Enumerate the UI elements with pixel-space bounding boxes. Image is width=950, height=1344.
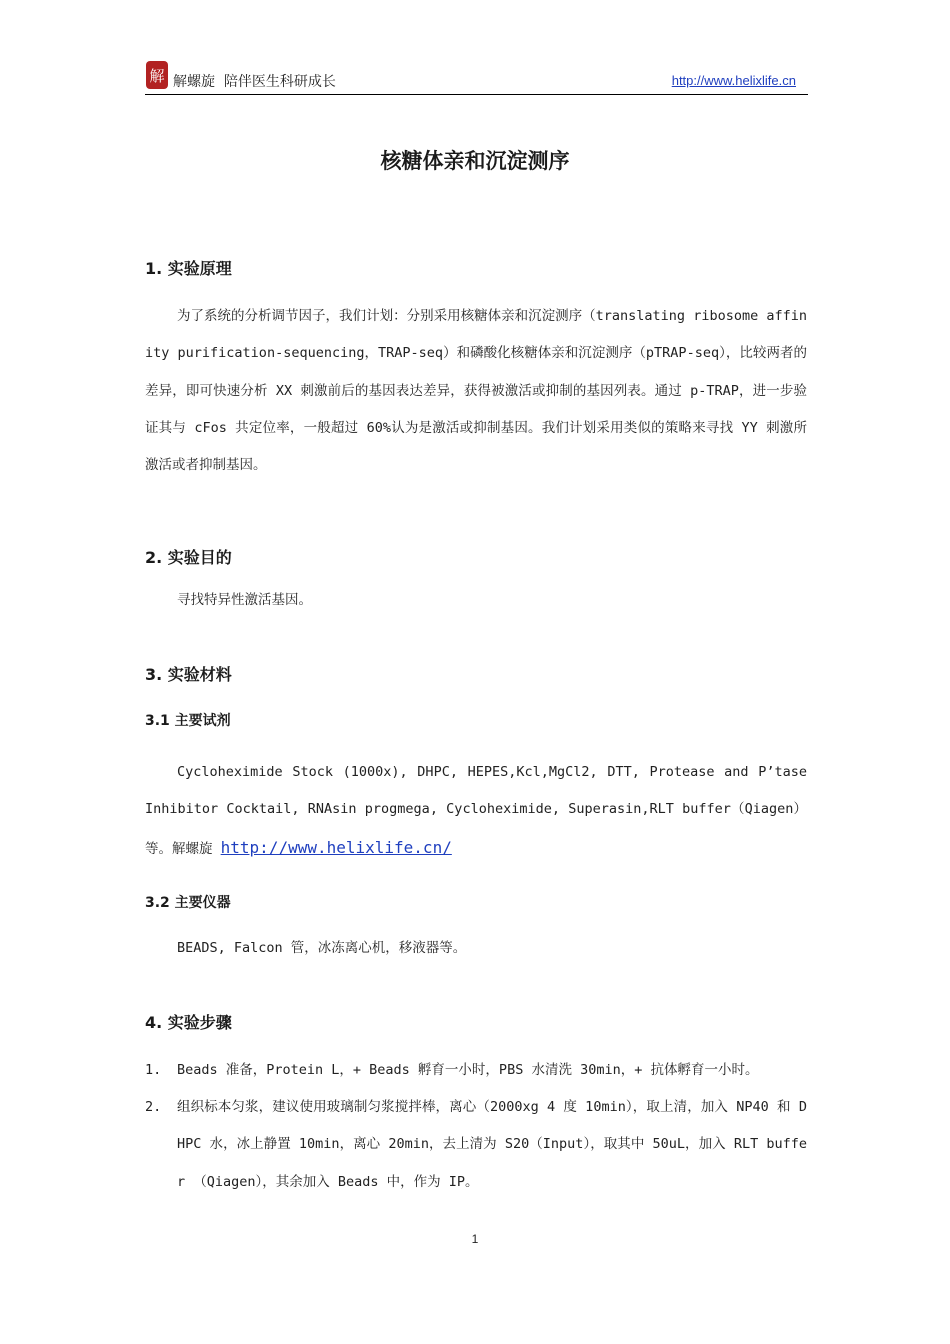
reagents-text: Cycloheximide Stock (1000x), DHPC, HEPES,Kcl,MgCl2, DTT, Protease and P’tase Inhibitor Cocktail, RNAsin progmega, Cycloheximide, Superasin,RLT buffer（Qiagen）等。解螺旋: [145, 764, 807, 857]
section-heading-principle: 1. 实验原理: [145, 259, 232, 278]
subheading-reagents: 3.1 主要试剂: [145, 713, 231, 729]
principle-paragraph: 为了系统的分析调节因子，我们计划：分别采用核糖体亲和沉淀测序（translating ribosome affinity purification-sequencing，TRAP-seq）和磷酸化核糖体亲和沉淀测序（pTRAP-seq），比较两者的差异，即可快速分析 XX 刺激前后的基因表达差异，获得被激活或抑制的基因列表。通过 p-TRAP，进一步验证其与 cFos 共定位率，一般超过 60%认为是激活或抑制基因。我们计划采用类似的策略来寻找 YY 刺激所激活或者抑制基因。: [145, 308, 807, 474]
header-website-link[interactable]: http://www.helixlife.cn: [671, 73, 796, 88]
helix-logo-icon: [145, 60, 169, 90]
section-heading-purpose: 2. 实验目的: [145, 548, 232, 567]
section-heading-materials: 3. 实验材料: [145, 665, 232, 684]
document-title: 核糖体亲和沉淀测序: [380, 148, 570, 173]
step-text: Beads 准备，Protein L，+ Beads 孵育一小时，PBS 水清洗 30min，+ 抗体孵育一小时。: [177, 1062, 759, 1078]
brand-slogan: 解螺旋 陪伴医生科研成长: [173, 74, 336, 90]
subheading-instruments: 3.2 主要仪器: [145, 895, 231, 911]
step-item: [145, 1089, 807, 1201]
reagents-paragraph: [145, 754, 807, 868]
step-text: 组织标本匀浆，建议使用玻璃制匀浆搅拌棒，离心（2000xg 4 度 10min），取上清，加入 NP40 和 DHPC 水，冰上静置 10min，离心 20min，去上清为 S20（Input），取其中 50uL，加入 RLT buffer （Qiagen），其余加入 Beads 中，作为 IP。: [177, 1099, 807, 1190]
svg-text:解: 解: [149, 67, 165, 85]
section-heading-steps: 4. 实验步骤: [145, 1013, 232, 1032]
page-number: 1: [471, 1232, 479, 1246]
instruments-paragraph: BEADS, Falcon 管，冰冻离心机，移液器等。: [177, 940, 467, 956]
step-number: 2.: [145, 1099, 162, 1115]
step-item: [145, 1052, 807, 1089]
page-header: [145, 60, 808, 95]
step-number: 1.: [145, 1062, 162, 1078]
purpose-paragraph: 寻找特异性激活基因。: [177, 592, 312, 608]
reagents-website-link[interactable]: http://www.helixlife.cn/: [220, 837, 452, 857]
